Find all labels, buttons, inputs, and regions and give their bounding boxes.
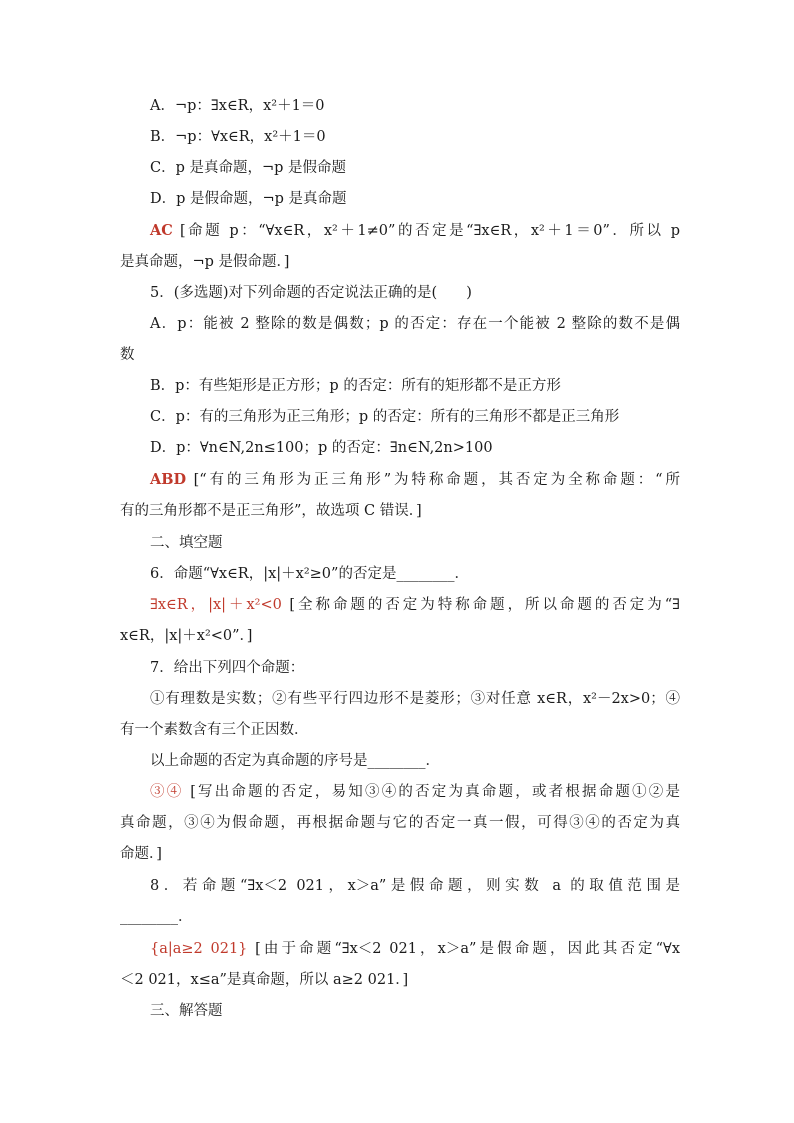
answer-5-line-2: 有的三角形都不是正三角形”，故选项 C 错误．] (120, 503, 422, 519)
section-fill-blank-heading: 二、填空题 (150, 535, 223, 551)
answer-4-line-2: 是真命题，¬p 是假命题．] (120, 254, 290, 270)
question-7-propositions-line-1: ①有理数是实数；②有些平行四边形不是菱形；③对任意 x∈R，x²－2x>0；④ (150, 691, 680, 707)
explanation-7: [写出命题的否定，易知③④的否定为真命题，或者根据命题①②是 (183, 784, 680, 800)
answer-6-line-1 (150, 595, 680, 615)
explanation-5: [“有的三角形为正三角形”为特称命题，其否定为全称命题：“所 (186, 472, 680, 488)
answer-5: ABD (150, 471, 187, 488)
q5-option-b: B．p：有些矩形是正方形；p 的否定：所有的矩形都不是正方形 (150, 378, 561, 394)
answer-6-line-2: x∈R，|x|＋x²<0”．] (120, 628, 253, 644)
question-8-stem-line-2: ________． (120, 909, 193, 925)
answer-4: AC (150, 222, 173, 239)
answer-8-line-2: ＜2 021，x≤a”是真命题，所以 a≥2 021．] (120, 972, 409, 988)
question-7-ask: 以上命题的否定为真命题的序号是________． (150, 753, 440, 769)
option-d-line: D．p 是假命题，¬p 是真命题 (150, 191, 347, 207)
explanation-8: [由于命题“∃x＜2 021，x＞a”是假命题，因此其否定“∀x (247, 941, 680, 957)
option-c-line: C．p 是真命题，¬p 是假命题 (150, 160, 347, 176)
answer-4-line-1 (150, 221, 680, 241)
answer-8-line-1 (150, 939, 680, 959)
answer-7-line-2: 真命题，③④为假命题，再根据命题与它的否定一真一假，可得③④的否定为真 (120, 815, 680, 831)
q5-option-d: D．p：∀n∈N,2n≤100；p 的否定：∃n∈N,2n>100 (150, 440, 493, 456)
answer-7-line-3: 命题．] (120, 846, 162, 862)
option-b-line: B．¬p：∀x∈R，x²＋1＝0 (150, 129, 326, 145)
question-6-stem: 6．命题“∀x∈R，|x|＋x²≥0”的否定是________． (150, 566, 469, 582)
answer-7: ③④ (150, 784, 184, 800)
q5-option-a-line-1: A．p：能被 2 整除的数是偶数；p 的否定：存在一个能被 2 整除的数不是偶 (150, 316, 680, 332)
explanation-6: [全称命题的否定为特称命题，所以命题的否定为“∃ (281, 597, 680, 613)
answer-7-line-1 (150, 782, 680, 802)
answer-8: {a|a≥2 021} (150, 941, 248, 957)
q5-option-c: C．p：有的三角形为正三角形；p 的否定：所有的三角形不都是正三角形 (150, 409, 620, 425)
answer-6: ∃x∈R，|x|＋x²<0 (150, 597, 282, 613)
question-7-stem: 7．给出下列四个命题： (150, 660, 305, 676)
question-8-stem-line-1: 8．若命题“∃x＜2 021，x＞a”是假命题，则实数 a 的取值范围是 (150, 878, 680, 894)
answer-5-line-1 (150, 470, 680, 490)
option-a-line: A．¬p：∃x∈R，x²＋1＝0 (150, 98, 325, 114)
question-5-stem: 5．(多选题)对下列命题的否定说法正确的是( ) (150, 285, 472, 301)
question-7-propositions-line-2: 有一个素数含有三个正因数． (120, 722, 309, 738)
section-solution-heading: 三、解答题 (150, 1003, 223, 1019)
q5-option-a-line-2: 数 (120, 347, 135, 363)
explanation-4: [命题 p：“∀x∈R，x²＋1≠0”的否定是“∃x∈R，x²＋1＝0”．所以 p (172, 223, 680, 239)
